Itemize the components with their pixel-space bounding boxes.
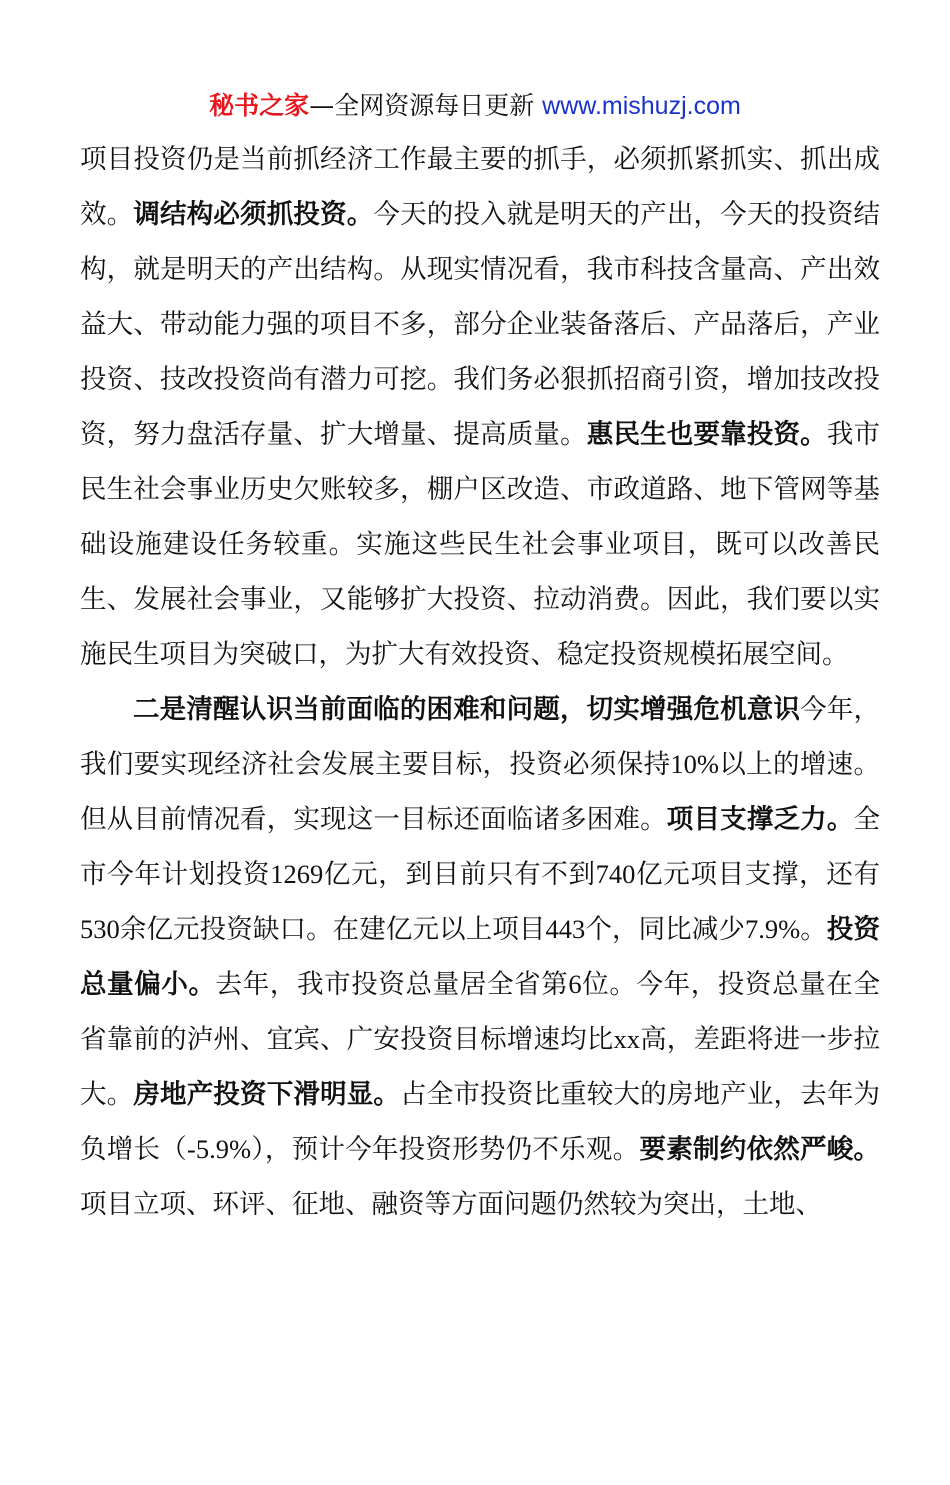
text-run: 7.9% (745, 914, 801, 944)
text-run: 1269 (270, 859, 324, 889)
text-run: 6 (568, 969, 582, 999)
text-run: 今年，我们要实现经济社会发展主要目标，投资必须保持 (80, 694, 881, 780)
bold-heading-run: 房地产投资下滑明显。 (133, 1079, 401, 1110)
text-run: xx (613, 1024, 640, 1054)
text-run: 。 (800, 914, 827, 945)
text-run: 项目立项、环评、征地、融资等方面问题仍然较为突出，土地、 (80, 1189, 822, 1220)
text-run: 亿元，到目前只有不到 (323, 859, 596, 890)
site-url-link[interactable]: www.mishuzj.com (542, 92, 741, 120)
bold-heading-run: 要素制约依然严峻。 (639, 1134, 880, 1165)
text-run: 位。今年，投资总量在全省靠前的泸州、宜宾、广安投资目标增速均比 (80, 969, 881, 1055)
site-tagline: —全网资源每日更新 (309, 91, 535, 120)
bold-heading-run: 二是清醒认识当前面临的困难和问题，切实增强危机意识 (133, 694, 801, 725)
text-run: 10% (670, 749, 719, 779)
text-run: 高，差距将进一步拉大。 (80, 1024, 881, 1110)
bold-heading-run: 投资总量偏小。 (80, 914, 881, 1000)
text-run: 亿元项目支撑，还有 (635, 859, 881, 890)
page-header (0, 88, 950, 124)
text-run: 今天的投入就是明天的产出，今天的投资结构，就是明天的产出结构。从现实情况看，我市科技含量高、产出效益大、带动能力强的项目不多，部分企业装备落后、产品落后，产业投资、技改投资尚有潜力可挖。我们务必狠抓招商引资，增加技改投资，努力盘活存量、扩大增量、提高质量。 (80, 199, 881, 450)
text-run: 去年，我市投资总量居全省第 (215, 969, 569, 1000)
text-run: 全市今年计划投资 (80, 804, 881, 890)
bold-heading-run: 惠民生也要靠投资。 (586, 419, 827, 450)
bold-heading-run: 项目支撑乏力。 (666, 804, 854, 835)
text-run: -5.9% (187, 1134, 252, 1164)
text-run: 740 (595, 859, 636, 889)
text-run: 占全市投资比重较大的房地产业，去年为负增长（ (80, 1079, 881, 1165)
text-run: 项目投资仍是当前抓经济工作最主要的抓手，必须抓紧抓实、抓出成效。 (80, 144, 880, 230)
text-run: ），预计今年投资形势仍不乐观。 (251, 1134, 640, 1165)
text-run: 443 (545, 914, 586, 944)
site-brand: 秘书之家 (209, 91, 310, 120)
text-run: 我市民生社会事业历史欠账较多，棚户区改造、市政道路、地下管网等基础设施建设任务较重。实施这些民生社会事业项目，既可以改善民生、发展社会事业，又能够扩大投资、拉动消费。因此，我们要以实施民生项目为突破口，为扩大有效投资、稳定投资规模拓展空间。 (80, 419, 881, 670)
document-body (80, 132, 880, 1232)
bold-heading-run: 调结构必须抓投资。 (133, 199, 374, 230)
paragraph-difficulties (80, 682, 880, 1232)
text-run: 余亿元投资缺口。在建亿元以上项目 (119, 914, 546, 945)
text-run: 以上的增速。但从目前情况看，实现这一目标还面临诸多困难。 (80, 749, 881, 835)
text-run: 530 (80, 914, 120, 944)
text-run: 个，同比减少 (585, 914, 745, 945)
paragraph-investment-importance (80, 132, 880, 682)
